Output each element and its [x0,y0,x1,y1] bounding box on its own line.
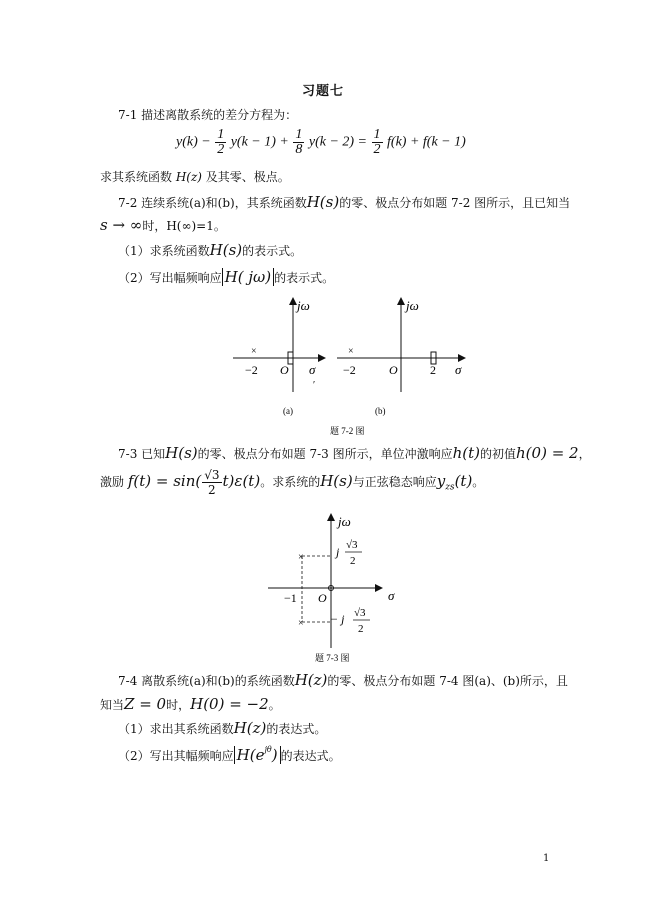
problem-7-4-q2: （2）写出其幅频响应 $H(e^{j\theta})$ 的表达式。 [118,745,341,764]
fig-7-3-lower-sqrt3: √3 [354,607,366,619]
fig-a-pole-marker: × [251,346,257,357]
problem-7-1-lead: 7-1 描述离散系统的差分方程为： [118,108,298,122]
problem-7-2-q1: （1）求系统函数H(s)的表示式。 [118,241,303,259]
fig-7-3-caption: 题 7-3 图 [315,653,350,663]
fig-7-3-sigma-label: σ [388,588,395,603]
fig-a-label-neg2: −2 [245,363,258,377]
fig-7-3-lower-j: − j [330,612,345,626]
fig-7-2-caption: 题 7-2 图 [330,426,365,436]
figure-7-2 [225,292,475,442]
fig-b-origin: O [389,363,398,377]
fig-7-3-origin: O [318,591,327,605]
page-title: 习题七 [302,84,345,99]
fig-b-label-neg2: −2 [343,363,356,377]
problem-7-3-excitation: 激励 f(t) = sin( $\frac{√3}{2}$ t)ε(t)。求系统的H(s)与正弦稳态响应$y_{zs}(t)$。 [100,468,485,497]
page-number: 1 [543,853,550,864]
fig-a-jw-label: jω [297,298,310,313]
fig-b-pole-marker: × [348,346,354,357]
fig-7-2-caption-b: (b) [375,406,386,416]
problem-7-2-lead: 7-2 连续系统(a)和(b)，其系统函数H(s)的零、极点分布如题 7-2 图所示，且已知当 [118,193,571,211]
problem-7-4-condition: 知当Z = 0时，H(0) = −2。 [100,695,281,713]
problem-7-3-lead: 7-3 已知H(s)的零、极点分布如题 7-3 图所示，单位冲激响应h(t)的初值h(0) = 2， [118,444,591,462]
problem-7-1-ask: 求其系统函数 H(z) 及其零、极点。 [100,170,290,184]
fig-7-3-label-neg1: −1 [284,591,297,605]
fig-7-3-upper-two: 2 [350,555,356,567]
fig-7-3-pole-upper: × [298,552,304,563]
problem-7-2-q2: （2）写出幅频响应 H( jω) 的表示式。 [118,268,335,286]
problem-7-2-condition: s → ∞时，H(∞)=1。 [100,216,226,234]
fig-a-tick: ′ [313,380,316,391]
fig-7-3-lower-two: 2 [358,623,364,635]
fig-b-jw-label: jω [406,298,419,313]
fig-b-label-2: 2 [430,363,436,377]
difference-equation: y(k) − $\frac{1}{2}$ y(k − 1) + $\frac{1}{8}$ y(k − 2) = $\frac{1}{2}$ f(k) + f(k − 1) [176,127,466,157]
problem-7-4-lead: 7-4 离散系统(a)和(b)的系统函数H(z)的零、极点分布如题 7-4 图(a)、(b)所示，且 [118,671,568,689]
fig-7-2-caption-a: (a) [283,406,293,416]
fig-7-3-upper-sqrt3: √3 [346,539,358,551]
fig-a-sigma-label: σ [309,362,316,377]
figure-7-3 [262,510,412,665]
fig-b-sigma-label: σ [455,362,462,377]
fig-7-3-upper-j: j [336,545,340,559]
fig-7-3-pole-lower: × [298,618,304,629]
problem-7-4-q1: （1）求出其系统函数H(z)的表达式。 [118,719,327,737]
fig-a-origin: O [280,363,289,377]
fig-7-3-jw-label: jω [338,514,351,529]
